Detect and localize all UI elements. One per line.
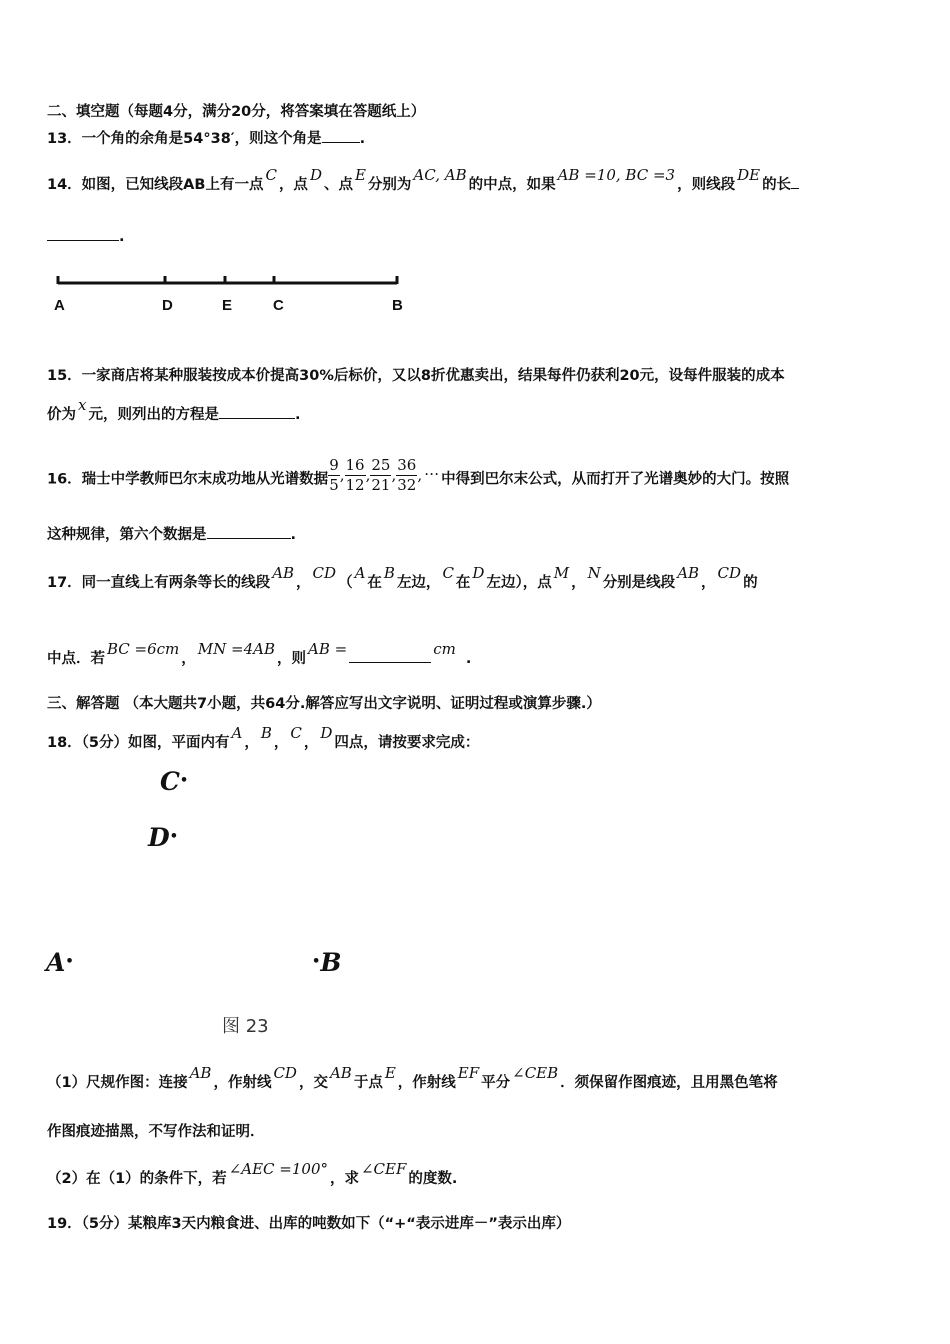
q18p1-text-2: ，作射线 (213, 1075, 272, 1091)
q15-end: . (294, 407, 301, 423)
q18-text-4: ， (303, 735, 319, 751)
q17-math-b: B (383, 564, 395, 582)
q14-math-d: D (309, 166, 322, 184)
q14-math-lengths: AB =10, BC =3 (557, 166, 676, 184)
q17-math-ab-2: AB (677, 564, 700, 582)
q16-text-1: 16．瑞士中学教师巴尔末成功地从光谱数据 (47, 471, 329, 488)
q17-l2-text-3: ，则 (277, 651, 307, 667)
q18-math-c: C (290, 724, 302, 742)
q14-math-e: E (354, 166, 366, 184)
fraction-1: $\frac{9}{5}$ (329, 456, 339, 494)
question-15 (47, 366, 785, 386)
q18-text-5: 四点，请按要求完成： (334, 735, 480, 751)
q18p1-text-1: （1）尺规作图：连接 (47, 1075, 188, 1091)
q18-math-b: B (260, 724, 272, 742)
label-e: E (222, 297, 233, 314)
q17-text-11: 的 (743, 575, 758, 591)
q17-math-ab-eq: AB = (308, 640, 348, 658)
q18p1-math-cd: CD (273, 1064, 297, 1082)
segment-figure (40, 268, 420, 318)
point-a: A• (46, 948, 74, 977)
q18-text-1: 18．（5分）如图，平面内有 (47, 735, 230, 751)
q14-answer-blank-start (791, 174, 799, 189)
question-16: 16．瑞士中学教师巴尔末成功地从光谱数据 $\frac{9}{5}$ , $\frac{16}{12}$ , $\frac{25}{21}$ , $\frac{36}{32}$ , …中得到巴尔末公式，从而打开了光谱奥妙的大门。按照 (47, 456, 790, 494)
q14-text-5: 的中点，如果 (468, 177, 556, 193)
question-18-part-1-line-2 (47, 1122, 265, 1142)
q14-math-de: DE (737, 166, 761, 184)
q18p1-math-ab: AB (189, 1064, 212, 1082)
question-17 (47, 564, 758, 593)
q17-text-3: （ (338, 575, 353, 591)
q18p1-text-5: ，作射线 (397, 1075, 456, 1091)
q17-answer-blank (349, 648, 431, 663)
label-b: B (392, 297, 403, 314)
q17-text-10: ， (701, 575, 716, 591)
q17-math-cd-2: CD (717, 564, 742, 582)
q17-math-cd: CD (312, 564, 337, 582)
q17-math-bc: BC =6cm (107, 640, 180, 658)
point-d: D• (148, 823, 178, 852)
point-b: •B (312, 948, 342, 977)
q17-end: . (465, 651, 472, 667)
q17-text-7: 左边），点 (486, 575, 552, 591)
fraction-3: $\frac{25}{21}$ (371, 456, 391, 494)
q17-text-4: 在 (367, 575, 382, 591)
q18-math-a: A (231, 724, 243, 742)
q14-text-1: 14．如图，已知线段AB上有一点 (47, 177, 264, 193)
q18-math-d: D (320, 724, 333, 742)
q18p2-text-2: ，求 (329, 1171, 359, 1187)
q18-text-3: ， (273, 735, 289, 751)
q14-text-7: 的长 (762, 177, 792, 193)
q17-text-6: 在 (455, 575, 471, 591)
q18p1-text-7: ．须保留作图痕迹，且用黑色笔将 (560, 1075, 778, 1091)
q18p1-math-ab-2: AB (329, 1064, 352, 1082)
q18p1-text-6: 平分 (481, 1075, 511, 1091)
q17-text-5: 左边， (396, 575, 441, 591)
q13-answer-blank (322, 128, 360, 143)
q17-text-8: ， (571, 575, 586, 591)
q14-end: . (119, 229, 125, 245)
q18p1-math-angle-ceb: ∠CEB (512, 1064, 559, 1082)
q18p1-text-4: 于点 (353, 1075, 383, 1091)
q14-text-6: ，则线段 (677, 177, 736, 193)
q15-text-2: 元，则列出的方程是 (88, 407, 219, 423)
q17-math-d: D (472, 564, 485, 582)
label-a: A (54, 297, 65, 314)
q18p1-math-e: E (384, 1064, 396, 1082)
q16-end: . (290, 527, 297, 543)
section-2-heading (47, 102, 425, 122)
q17-math-c: C (442, 564, 454, 582)
q18p2-text-1: （2）在（1）的条件下，若 (47, 1171, 227, 1187)
q17-math-m: M (553, 564, 570, 582)
q18p1-line-2: 作图痕迹描黑，不写作法和证明． (47, 1124, 265, 1140)
question-16-line-2 (47, 524, 296, 545)
label-d: D (162, 297, 173, 314)
question-18-part-2 (47, 1160, 458, 1189)
q14-text-3: 、点 (323, 177, 353, 193)
question-18 (47, 724, 480, 753)
q17-l2-text-1: 中点．若 (47, 651, 105, 667)
q17-text-1: 17．同一直线上有两条等长的线段 (47, 575, 271, 591)
q17-math-unit: cm (433, 640, 456, 658)
q18p2-math-angle-cef: ∠CEF (360, 1160, 407, 1178)
question-17-line-2 (47, 640, 472, 669)
label-c: C (273, 297, 284, 314)
q17-math-ab: AB (272, 564, 295, 582)
q17-text-2: ， (296, 575, 311, 591)
q15-math-x: x (78, 396, 87, 414)
q13-text: 13．一个角的余角是54°38′，则这个角是 (47, 131, 322, 147)
question-15-line-2 (47, 396, 301, 425)
q18p2-math-angle-aec: ∠AEC =100° (228, 1160, 328, 1178)
q14-text-4: 分别为 (367, 177, 412, 193)
point-c: C• (160, 767, 189, 796)
question-14 (47, 166, 799, 195)
q15-text-1: 价为 (47, 407, 76, 423)
q16-ellipsis: … (424, 460, 440, 479)
q18p1-math-ef: EF (457, 1064, 480, 1082)
q18p2-text-3: 的度数. (408, 1171, 458, 1187)
q17-text-9: 分别是线段 (602, 575, 676, 591)
q14-text-2: ，点 (278, 177, 308, 193)
q15-answer-blank (219, 404, 295, 419)
section-2-title: 二、填空题（每题4分，满分20分，将答案填在答题纸上） (47, 104, 426, 120)
q16-answer-blank (207, 524, 291, 539)
q14-math-c: C (265, 166, 277, 184)
question-19 (47, 1214, 570, 1234)
q16-line-2: 这种规律，第六个数据是 (47, 527, 207, 543)
q17-l2-text-2: ， (181, 651, 196, 667)
question-18-part-1 (47, 1064, 778, 1093)
q14-math-segments: AC, AB (413, 166, 467, 184)
section-3-title: 三、解答题 （本大题共7小题，共64分.解答应写出文字说明、证明过程或演算步骤.） (47, 696, 601, 712)
q15-line-1: 15．一家商店将某种服装按成本价提高30%后标价，又以8折优惠卖出，结果每件仍获利20元，设每件服装的成本 (47, 368, 785, 384)
section-3-heading (47, 694, 601, 714)
question-13 (47, 128, 365, 149)
q17-math-mn: MN =4AB (197, 640, 276, 658)
fraction-4: $\frac{36}{32}$ (397, 456, 417, 494)
fraction-2: $\frac{16}{12}$ (345, 456, 365, 494)
q18p1-text-3: ，交 (298, 1075, 328, 1091)
q17-math-n: N (587, 564, 601, 582)
q18-text-2: ， (244, 735, 259, 751)
question-14-line-2 (47, 226, 125, 247)
q19-text: 19．（5分）某粮库3天内粮食进、出库的吨数如下（“+“表示进库－”表示出库） (47, 1216, 571, 1232)
q17-math-a: A (354, 564, 366, 582)
q13-end: . (359, 131, 366, 147)
figure-caption: 图 23 (222, 1016, 269, 1037)
q14-answer-blank (47, 226, 119, 241)
q16-text-2: 中得到巴尔末公式，从而打开了光谱奥妙的大门。按照 (441, 471, 790, 488)
